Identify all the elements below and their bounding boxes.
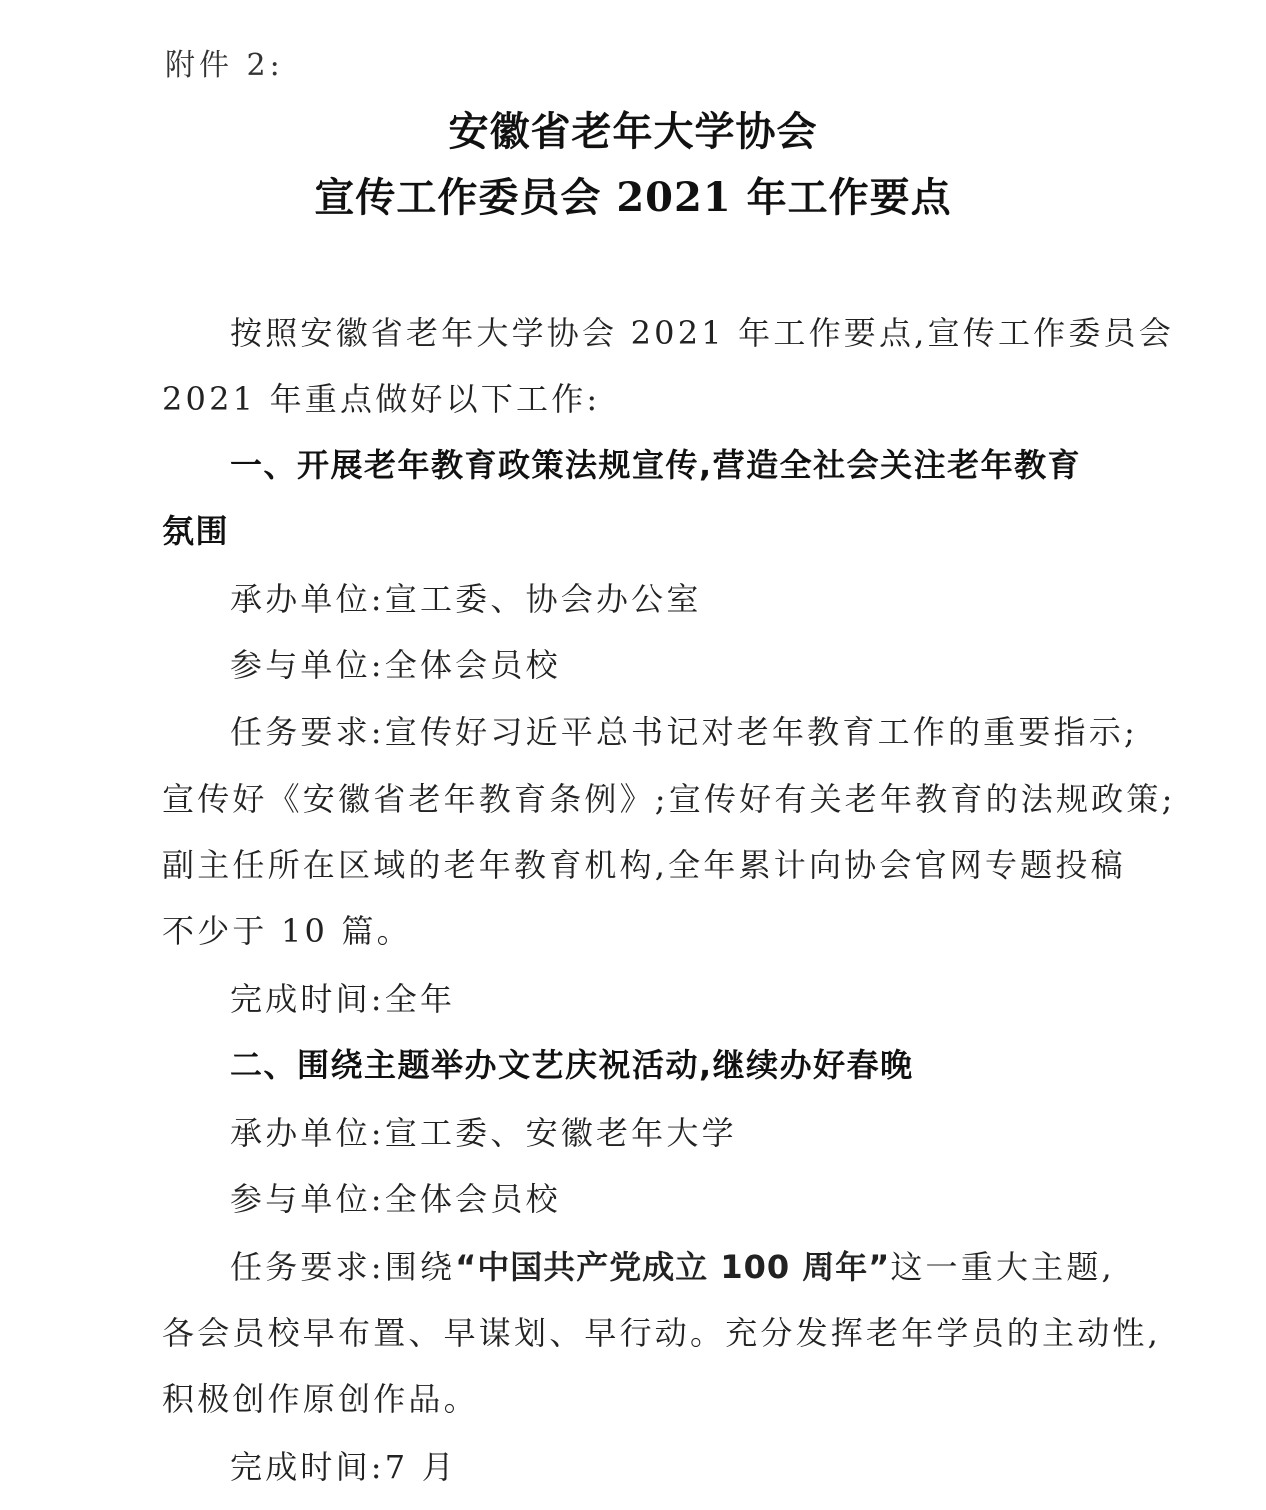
attachment-label: 附件 2: xyxy=(165,48,284,83)
document-title-line1: 安徽省老年大学协会 xyxy=(448,108,818,155)
section2-participants: 参与单位:全体会员校 xyxy=(230,1180,561,1218)
section1-host: 承办单位:宣工委、协会办公室 xyxy=(230,580,702,618)
section1-task-line4: 不少于 10 篇。 xyxy=(162,912,412,950)
intro-line2: 2021 年重点做好以下工作: xyxy=(162,380,601,418)
section2-task-line1 xyxy=(230,1242,1115,1288)
section2-time: 完成时间:7 月 xyxy=(230,1448,457,1486)
intro-line1: 按照安徽省老年大学协会 2021 年工作要点,宣传工作委员会 xyxy=(230,314,1174,352)
section1-participants: 参与单位:全体会员校 xyxy=(230,646,561,684)
section1-heading-line1: 一、开展老年教育政策法规宣传,营造全社会关注老年教育 xyxy=(230,446,1082,484)
section1-heading-line2: 氛围 xyxy=(162,512,230,550)
section2-task-line2: 各会员校早布置、早谋划、早行动。充分发挥老年学员的主动性, xyxy=(162,1314,1161,1352)
section1-task-line2: 宣传好《安徽省老年教育条例》;宣传好有关老年教育的法规政策; xyxy=(162,780,1176,818)
section1-task-line3: 副主任所在区域的老年教育机构,全年累计向协会官网专题投稿 xyxy=(162,846,1126,884)
section2-heading: 二、围绕主题举办文艺庆祝活动,继续办好春晚 xyxy=(230,1046,914,1084)
section2-task-theme: “中国共产党成立 100 周年” xyxy=(455,1248,891,1286)
section2-task-prefix: 任务要求:围绕 xyxy=(230,1248,456,1286)
section2-task-suffix: 这一重大主题, xyxy=(890,1248,1115,1286)
section1-time: 完成时间:全年 xyxy=(230,980,456,1018)
document-title-line2: 宣传工作委员会 2021 年工作要点 xyxy=(314,174,952,221)
section2-host: 承办单位:宣工委、安徽老年大学 xyxy=(230,1114,737,1152)
section2-task-line3: 积极创作原创作品。 xyxy=(162,1380,479,1418)
section1-task-line1: 任务要求:宣传好习近平总书记对老年教育工作的重要指示; xyxy=(230,713,1138,751)
